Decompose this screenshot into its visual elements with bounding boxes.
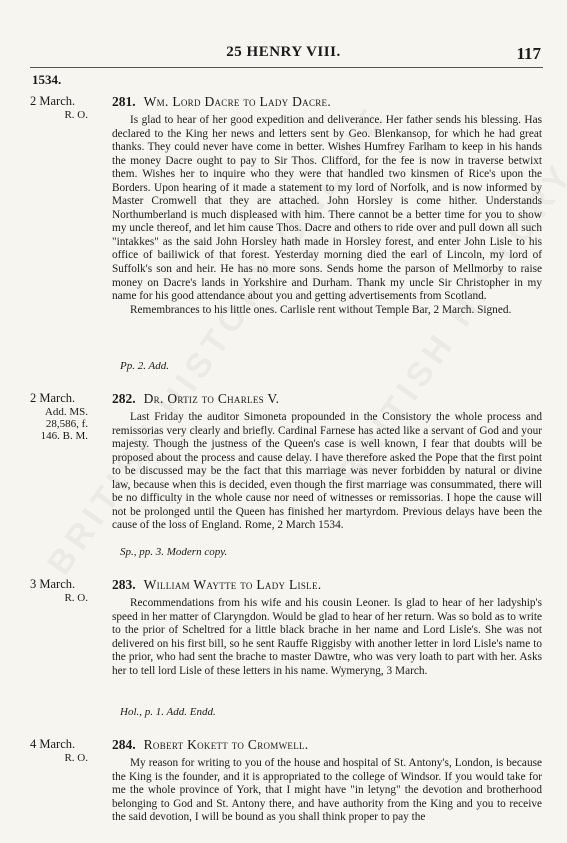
- entry-paragraph: Last Friday the auditor Simoneta propounded in the Consistory the whole process and remissorias very clearly and briefly. Cardinal Farnese has acted like a servant of God and your majesty. Though the justness of the Queen's case is well known, I fear that doubts will be proposed about the process and cause delay. I have therefore asked the Pope that the first point to be discussed may be the fact that this marriage was never forbidden by natural or divine law, because when this is decided, even though the first marriage was consummated, there will be no difficulty in the whole cause nor need of witnesses or remissorias. I hope the cause will not be prolonged until the Queen has finished her martyrdom. Previous delays have been the cause of the loss of England. Rome, 2 March 1534.: [112, 411, 542, 532]
- entry-heading: [112, 737, 308, 753]
- entry-title: Wm. Lord Dacre to Lady Dacre.: [143, 94, 332, 109]
- running-header: [0, 44, 567, 64]
- entry-endorsement: Hol., p. 1. Add. Endd.: [120, 706, 216, 718]
- entry-date: 2 March.: [30, 94, 76, 108]
- entry-date: 3 March.: [30, 577, 76, 591]
- page-number: 117: [516, 44, 541, 63]
- entry-number: 283.: [112, 577, 136, 592]
- entry-body: [112, 114, 542, 317]
- entry-date: 2 March.: [30, 391, 76, 405]
- entry-heading: [112, 577, 321, 593]
- entry-paragraph: Is glad to hear of her good expedition and deliverance. Her father sends his blessing. Has declared to the King her news and letters sent by Geo. Blenkansop, for which he had great thanks. They could never have come in better. Wishes Humfrey Farlham to keep in his hands the money Dacre ought to pay to Sir Thos. Clifford, for the fee is now in traverse betwixt them. Wishes her to inquire who they were that handled two kinsmen of Rice's upon the Borders. Upon hearing of it made a statement to my lord of Norfolk, and is now informed by Master Cromwell that they are attached. John Horsley is come hither. Understands Northumberland is much displeased with him. There cannot be a better time for you to show my uncle thereof, and let him cause Thos. Dacre and others to ride over and pull down all such "intakkes" as the said John Horsley hath made in Horsley forest, and enter John Lisle to his office of bailiwick of that forest. Yesterday morning died the earl of Lincoln, my lord of Suffolk's son and heir. He has no more sons. Sends home the parson of Mellmorby to raise money on Dacre's lands in Yorkshire and Durham. Thank my uncle Sir Christopher in my name for his good attendance about you and getting advertisements from Scotland.: [112, 114, 542, 303]
- running-title: 25 HENRY VIII.: [226, 44, 341, 60]
- entry-paragraph: My reason for writing to you of the house and hospital of St. Antony's, London, is because the King is the founder, and it is appropriated to the college of Windsor. If you would take for me the whole province of York, that I might have "in letyng" the devotion and brotherhood belonging to God and St. Antony there, and have authority from the King and you to receive the said devotion, I will be bound as you shall think proper to pay the: [112, 757, 542, 824]
- header-rule: [30, 67, 543, 68]
- entry-endorsement: Sp., pp. 3. Modern copy.: [120, 546, 228, 558]
- entry-title: Dr. Ortiz to Charles V.: [143, 391, 280, 406]
- entry-heading: [112, 391, 279, 407]
- year-label: 1534.: [32, 72, 62, 87]
- entry-number: 281.: [112, 94, 136, 109]
- entry-source: R. O.: [64, 752, 88, 764]
- entry-body: [112, 757, 542, 825]
- entry-endorsement: Pp. 2. Add.: [120, 360, 169, 372]
- entry-paragraph: Remembrances to his little ones. Carlisle rent without Temple Bar, 2 March. Signed.: [130, 303, 512, 316]
- entry-title: Robert Kokett to Cromwell.: [143, 737, 309, 752]
- entry-paragraph: Recommendations from his wife and his cousin Leoner. Is glad to hear of her ladyship's speed in her matter of Claryngdon. Would be glad to hear of her return. Was so bold as to write to the prior of Scheltred for a little black brache in her name and Lord Lisle's. She was not delivered on his first bill, so he sent Rauffe Riggisby with another letter in lord Lisle's name to the prior, who had sent the brache to master Dawtre, who was very loath to part with her. Asks her to tell lord Lisle of these letters in his name. Wymeryng, 3 March.: [112, 597, 542, 677]
- entry-number: 284.: [112, 737, 136, 752]
- entry-title: William Waytte to Lady Lisle.: [143, 577, 322, 592]
- entry-body: [112, 411, 542, 533]
- entry-source: R. O.: [64, 592, 88, 604]
- entry-heading: [112, 94, 331, 110]
- entry-date: 4 March.: [30, 737, 76, 751]
- entry-body: [112, 597, 542, 678]
- entry-source: R. O.: [64, 109, 88, 121]
- entry-number: 282.: [112, 391, 136, 406]
- entry-source: Add. MS. 28,586, f. 146. B. M.: [40, 406, 88, 442]
